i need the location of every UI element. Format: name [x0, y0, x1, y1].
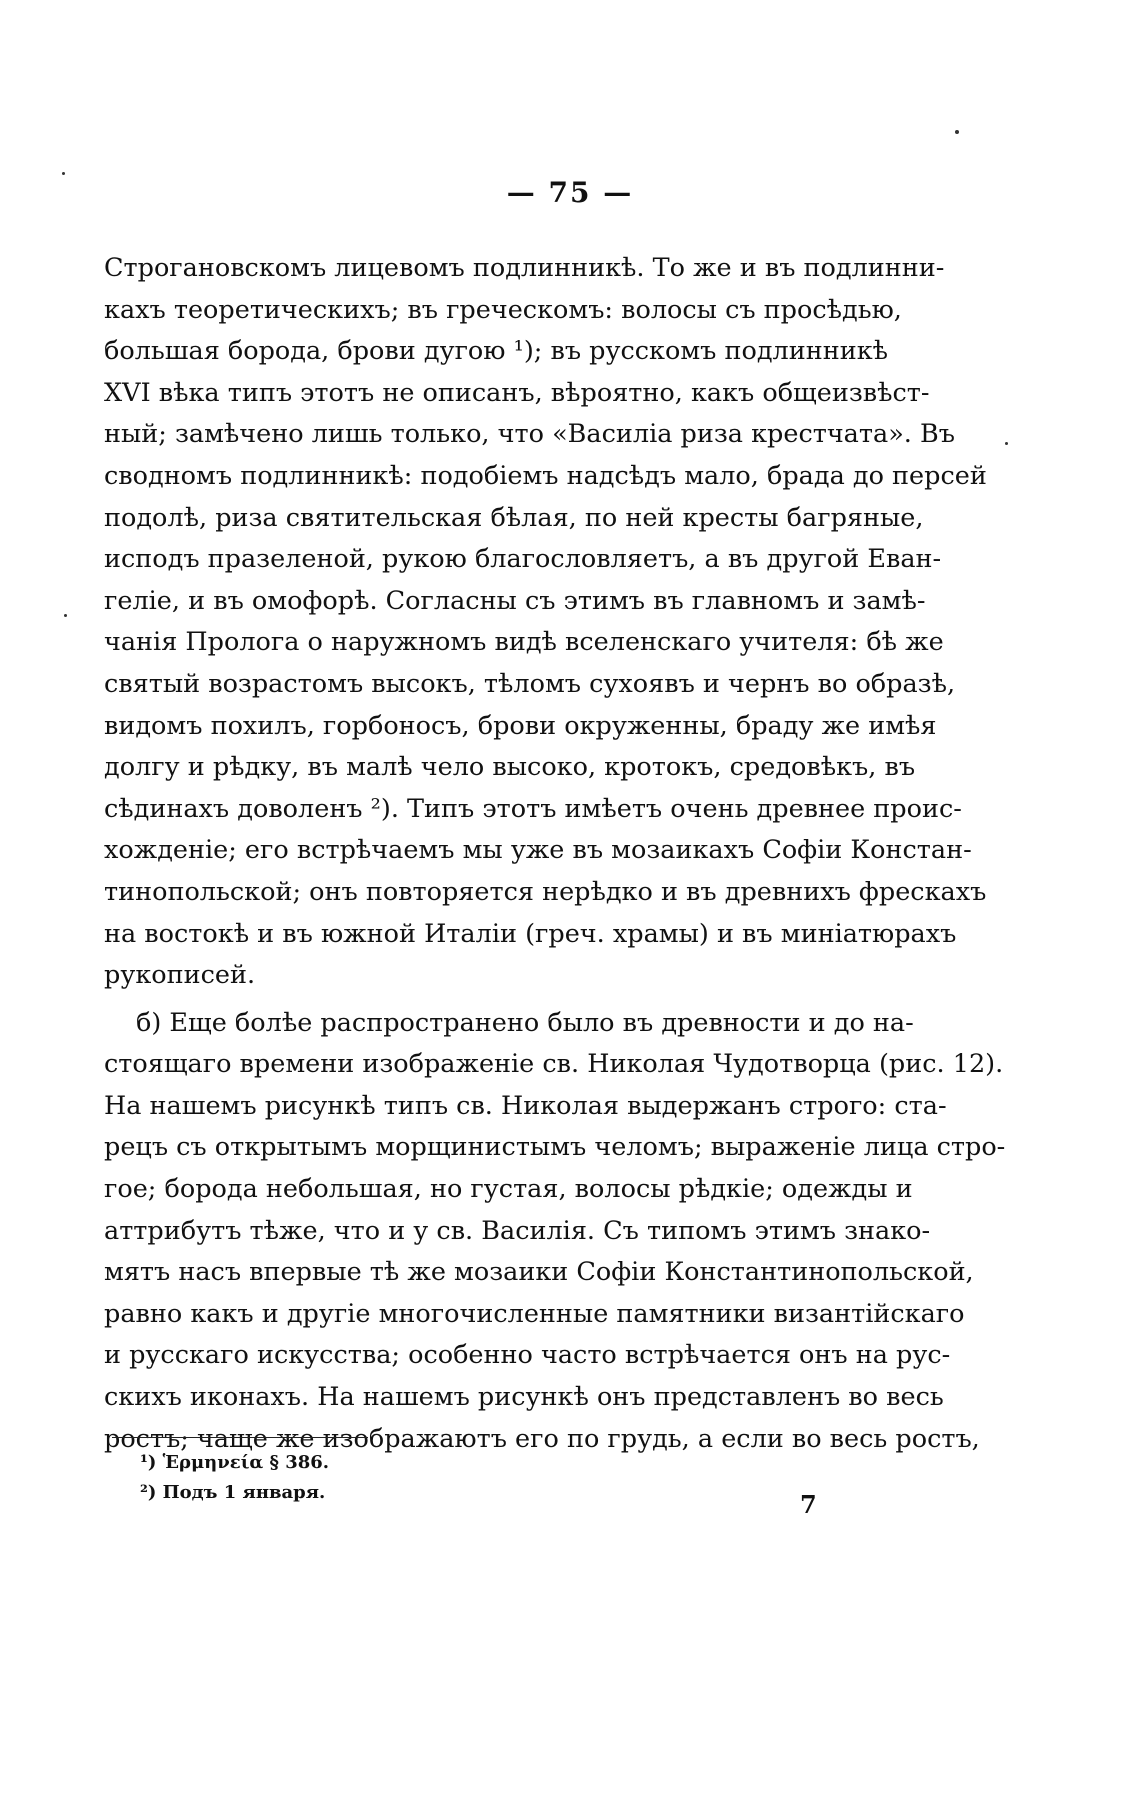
paragraph-1 [104, 248, 987, 997]
text-line: геліе, и въ омофорѣ. Согласны съ этимъ въ главномъ и замѣ- [104, 585, 926, 616]
scan-speck [955, 130, 959, 134]
footnotes [140, 1448, 329, 1508]
page-number: — 75 — [506, 176, 634, 209]
text-line: рукописей. [104, 960, 256, 991]
text-line: кахъ теоретическихъ; въ греческомъ: волосы съ просѣдью, [104, 294, 902, 325]
footnote-2: ²) Подъ 1 января. [140, 1482, 326, 1503]
text-line: рецъ съ открытымъ морщинистымъ челомъ; выраженіе лица стро- [104, 1132, 1006, 1163]
text-line: и русскаго искусства; особенно часто встрѣчается онъ на рус- [104, 1340, 951, 1371]
footnote-divider [112, 1437, 368, 1438]
text-line: ростъ; чаще же изображаютъ его по грудь, а если во весь ростъ, [104, 1423, 980, 1454]
footnote-1: ¹) Ἑρμηνεία § 386. [140, 1452, 330, 1473]
text-line: святый возрастомъ высокъ, тѣломъ сухоявъ и чернъ во образѣ, [104, 668, 956, 699]
text-line: На нашемъ рисункѣ типъ св. Николая выдержанъ строго: ста- [104, 1090, 947, 1121]
text-line: гое; борода небольшая, но густая, волосы рѣдкіе; одежды и [104, 1174, 913, 1205]
scan-speck [62, 172, 65, 175]
text-line: исподъ празеленой, рукою благословляетъ, а въ другой Еван- [104, 544, 942, 575]
text-line: ный; замѣчено лишь только, что «Василіа риза крестчата». Въ [104, 419, 955, 450]
text-line: хожденіе; его встрѣчаемъ мы уже въ мозаикахъ Софіи Констан- [104, 835, 972, 866]
text-line: большая борода, брови дугою ¹); въ русскомъ подлинникѣ [104, 336, 889, 367]
text-line: Строгановскомъ лицевомъ подлинникѣ. То же и въ подлинни- [104, 253, 945, 283]
text-line: скихъ иконахъ. На нашемъ рисункѣ онъ представленъ во весь [104, 1382, 944, 1413]
text-line: тинопольской; онъ повторяется нерѣдко и въ древнихъ фрескахъ [104, 876, 987, 907]
text-line: XVI вѣка типъ этотъ не описанъ, вѣроятно, какъ общеизвѣст- [104, 377, 930, 408]
text-line: подолѣ, риза святительская бѣлая, по ней кресты багряные, [104, 502, 924, 533]
text-line: мятъ насъ впервые тѣ же мозаики Софіи Константинопольской, [104, 1257, 974, 1288]
text-line: сводномъ подлинникѣ: подобіемъ надсѣдъ мало, брада до персей [104, 460, 987, 491]
text-line: чанія Пролога о наружномъ видѣ вселенскаго учителя: бѣ же [104, 627, 944, 658]
text-line: долгу и рѣдку, въ малѣ чело высоко, кротокъ, средовѣкъ, въ [104, 752, 916, 783]
scan-speck [1005, 442, 1008, 445]
text-line: б) Еще болѣе распространено было въ древности и до на- [136, 1007, 914, 1038]
scan-speck [64, 614, 67, 617]
text-line: равно какъ и другіе многочисленные памятники византійскаго [104, 1298, 965, 1329]
signature-mark: 7 [800, 1490, 817, 1519]
text-line: сѣдинахъ доволенъ ²). Типъ этотъ имѣетъ очень древнее проис- [104, 793, 962, 824]
text-line: на востокѣ и въ южной Италіи (греч. храмы) и въ миніатюрахъ [104, 918, 957, 949]
paragraph-2 [104, 1003, 1006, 1461]
body-text [104, 248, 1006, 1460]
text-line: аттрибутъ тѣже, что и у св. Василія. Съ типомъ этимъ знако- [104, 1215, 931, 1246]
text-line: видомъ похилъ, горбоносъ, брови окруженны, браду же имѣя [104, 710, 937, 741]
text-line: стоящаго времени изображеніе св. Николая Чудотворца (рис. 12). [104, 1049, 1004, 1080]
